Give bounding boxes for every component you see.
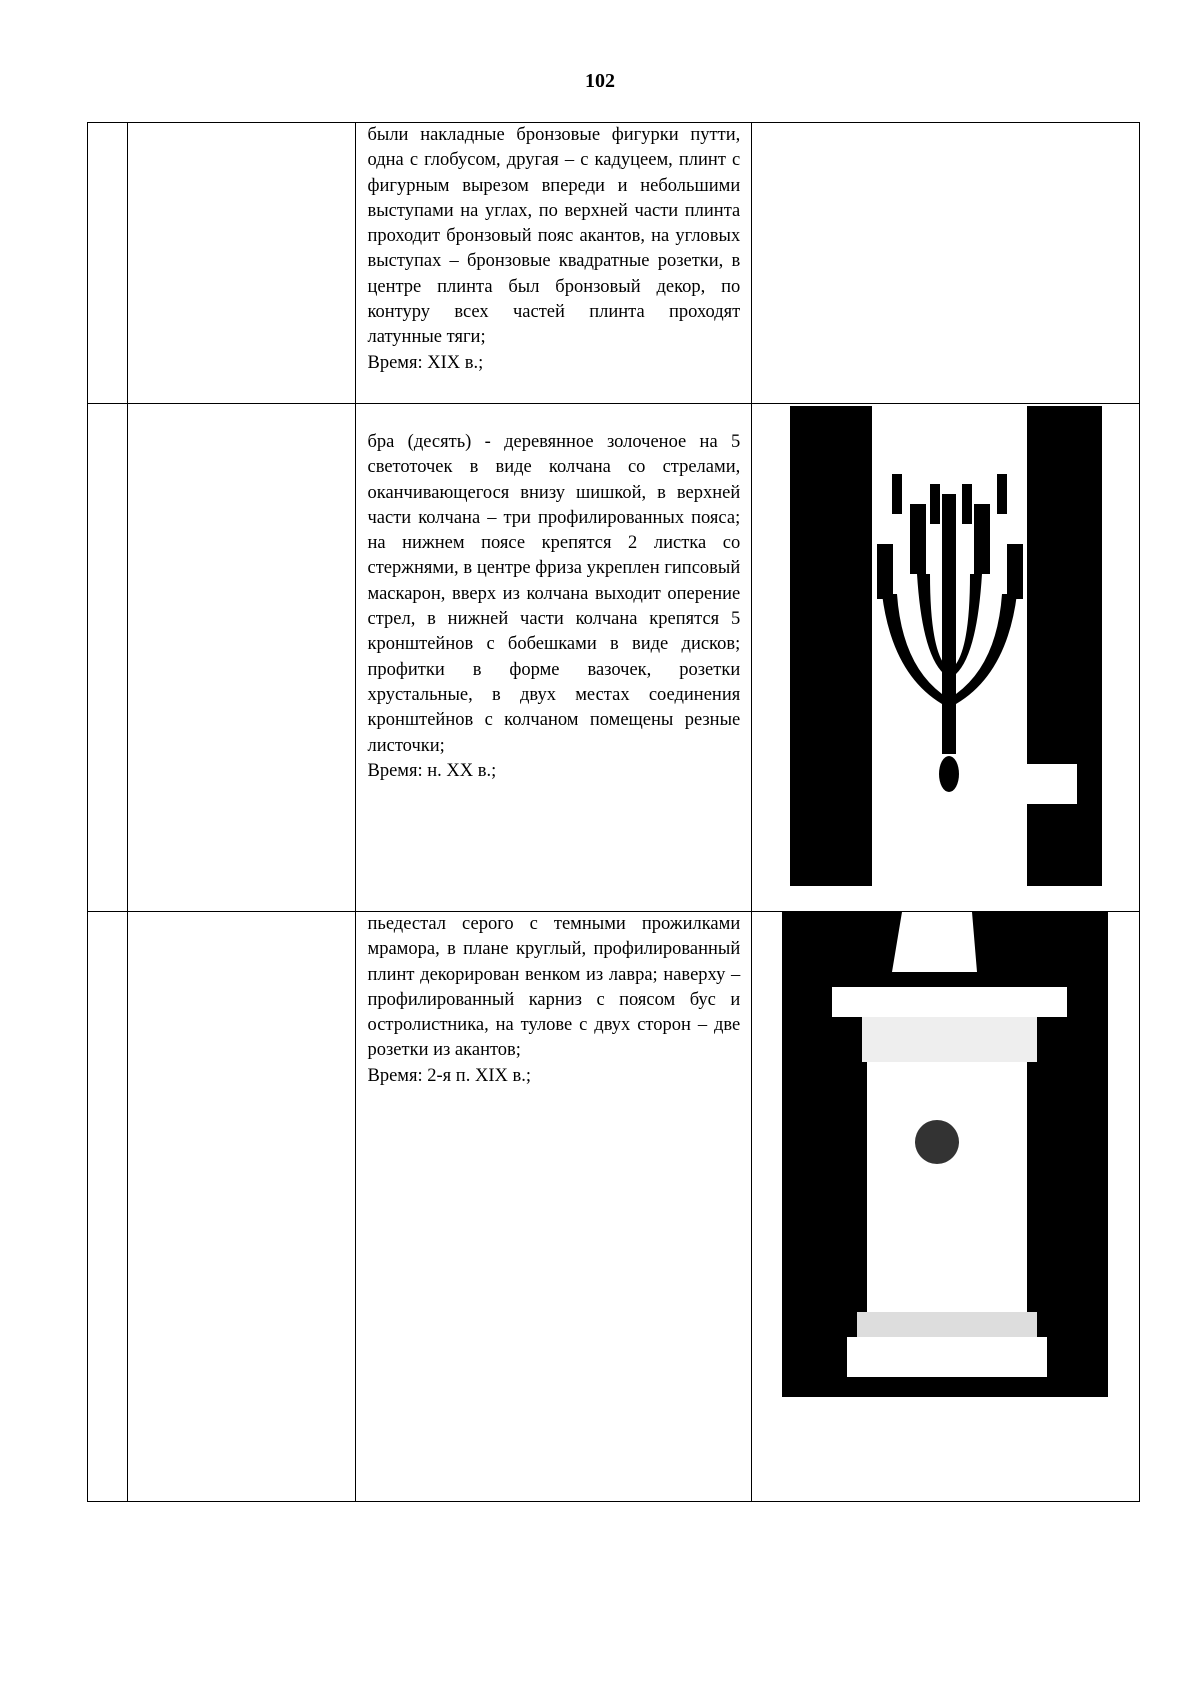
wall-sconce-photo (752, 404, 1139, 894)
description-text: были накладные бронзовые фигурки путти, одна с глобусом, другая – с кадуцеем, плинт с фигурным вырезом впереди и небольшими выступами на углах, по верхней части плинта проходит бронзовый пояс акантов, на угловых выступах – бронзовые квадратные розетки, в центре плинта был бронзовый декор, по контуру всех частей плинта проходят латунные тяги; (367, 125, 741, 348)
number-cell (88, 404, 128, 912)
table-row (88, 912, 1140, 1502)
inventory-table (87, 122, 1140, 1502)
name-cell (128, 404, 356, 912)
photo-cell (752, 404, 1140, 912)
time-text: Время: 2-я п. XIX в.; (367, 1065, 531, 1086)
photo-cell (752, 123, 1140, 404)
description-cell (356, 912, 752, 1502)
table-row (88, 404, 1140, 912)
number-cell (88, 912, 128, 1502)
table-row (88, 123, 1140, 404)
description-cell (356, 404, 752, 912)
description-cell (356, 123, 752, 404)
description-text: бра (десять) - деревянное золоченое на 5 светоточек в виде колчана со стрелами, оканчивающегося внизу шишкой, в верхней части колчана – три профилированных пояса; на нижнем поясе крепятся 2 листка со стержнями, в центре фриза укреплен гипсовый маскарон, вверх из колчана выходит оперение стрел, в нижней части колчана крепятся 5 кронштейнов с бобешками в виде дисков; профитки в форме вазочек, розетки хрустальные, в двух местах соединения кронштейнов с колчаном помещены резные листочки; (367, 432, 741, 756)
name-cell (128, 912, 356, 1502)
marble-pedestal-photo (752, 912, 1139, 1402)
time-text: Время: XIX в.; (367, 352, 484, 373)
page-number: 102 (585, 70, 615, 92)
time-text: Время: н. XX в.; (367, 760, 497, 781)
number-cell (88, 123, 128, 404)
name-cell (128, 123, 356, 404)
photo-cell (752, 912, 1140, 1502)
description-text: пьедестал серого с темными прожилками мрамора, в плане круглый, профилированный плинт декорирован венком из лавра; наверху – профилированный карниз с поясом бус и остролистника, на тулове с двух сторон – две розетки из акантов; (367, 914, 741, 1061)
